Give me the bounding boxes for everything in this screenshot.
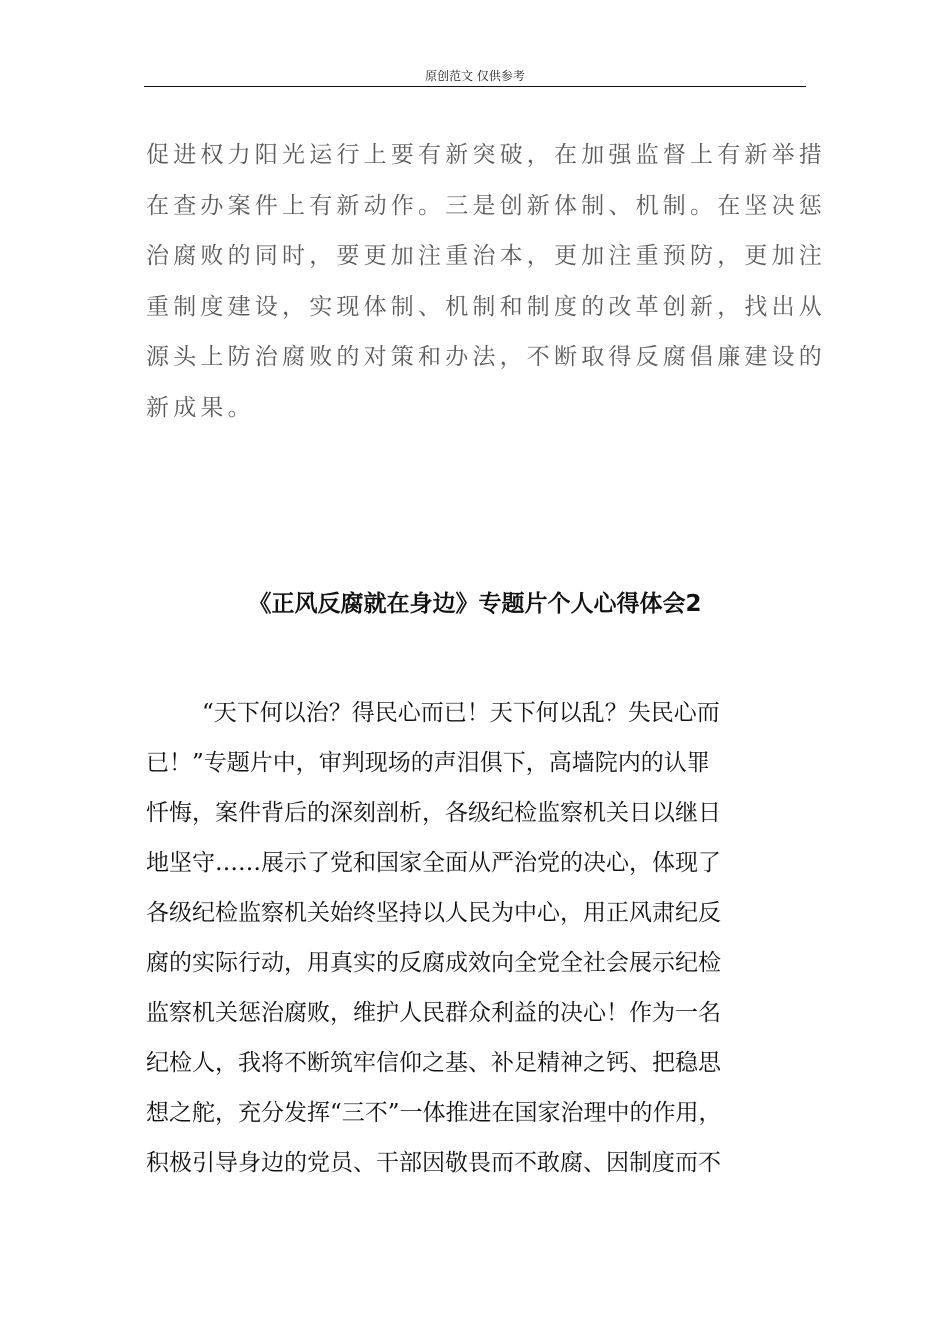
paragraph-line: 重制度建设，实现体制、机制和制度的改革创新，找出从 xyxy=(146,293,826,320)
paragraph-line: 新成果。 xyxy=(146,394,255,421)
body-line: 已！”专题片中，审判现场的声泪俱下，高墙院内的认罪 xyxy=(146,750,710,776)
body-line: 腐的实际行动，用真实的反腐成效向全党全社会展示纪检 xyxy=(146,950,721,976)
paragraph-line: 在查办案件上有新动作。三是创新体制、机制。在坚决惩 xyxy=(146,192,826,219)
paragraph-line: 促进权力阳光运行上要有新突破，在加强监督上有新举措 xyxy=(146,142,826,168)
body-line: 忏悔，案件背后的深刻剖析，各级纪检监察机关日以继日 xyxy=(146,800,721,826)
body-line: 地坚守……展示了党和国家全面从严治党的决心，体现了 xyxy=(146,850,721,876)
paragraph-line: 治腐败的同时，要更加注重治本，更加注重预防，更加注 xyxy=(146,243,826,269)
body-line: 纪检人，我将不断筑牢信仰之基、补足精神之钙、把稳思 xyxy=(146,1050,721,1076)
section-paragraph xyxy=(146,130,826,433)
body-line: “天下何以治？得民心而已！天下何以乱？失民心而 xyxy=(202,700,720,726)
body-line: 想之舵，充分发挥“三不”一体推进在国家治理中的作用， xyxy=(146,1100,722,1126)
body-line: 监察机关惩治腐败，维护人民群众利益的决心！作为一名 xyxy=(146,1000,721,1026)
article-body xyxy=(146,688,808,1188)
body-line: 积极引导身边的党员、干部因敬畏而不敢腐、因制度而不 xyxy=(146,1150,721,1176)
paragraph-line: 源头上防治腐败的对策和办法，不断取得反腐倡廉建设的 xyxy=(146,344,826,370)
header-divider xyxy=(144,86,806,87)
page-header: 原创范文 仅供参考 xyxy=(425,69,525,83)
body-line: 各级纪检监察机关始终坚持以人民为中心，用正风肃纪反 xyxy=(146,900,721,926)
article-title: 《正风反腐就在身边》专题片个人心得体会2 xyxy=(248,591,702,617)
